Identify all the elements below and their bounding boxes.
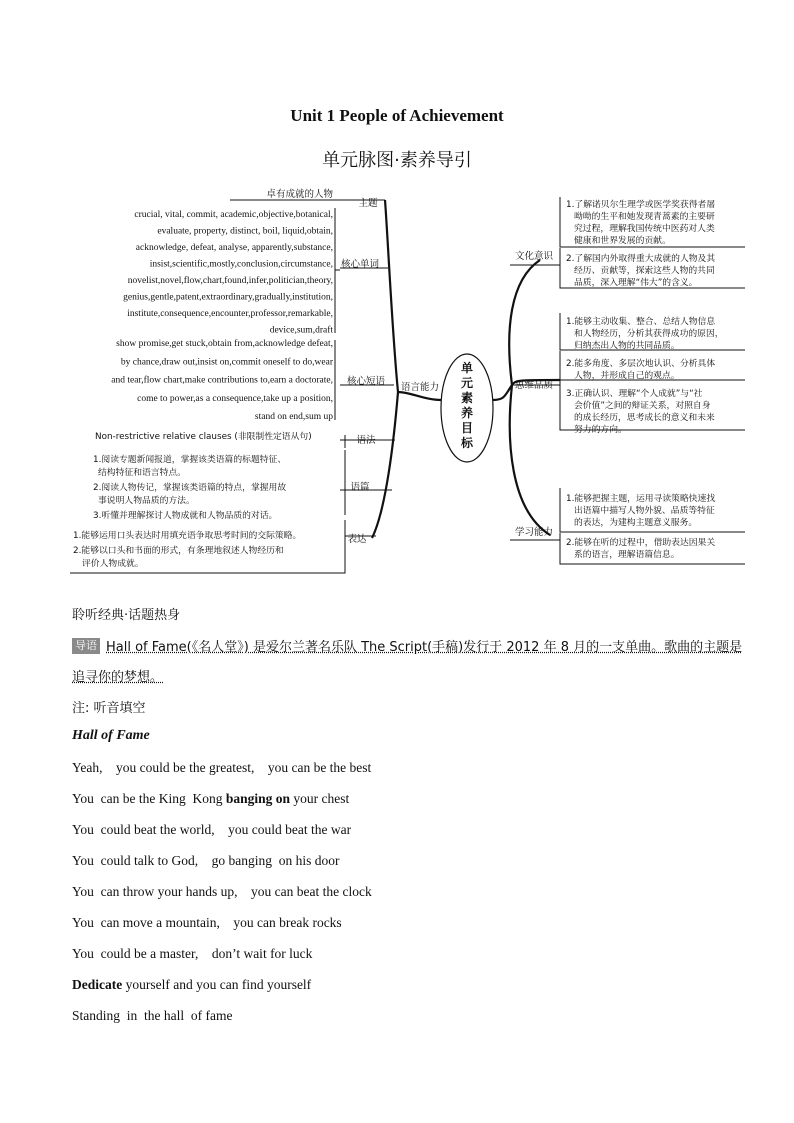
- section-heading: 聆听经典·话题热身: [72, 608, 181, 623]
- right-item-line: 的成长经历，思考成长的意义和未来: [574, 413, 715, 423]
- right-item-line: 2.能多角度、多层次地认识、分析具体: [566, 359, 716, 369]
- sub-label-phrases: 核心短语: [346, 376, 386, 387]
- center-char: 养: [460, 406, 474, 420]
- phrase-line: show promise,get stuck,obtain from,acknowledge defeat,: [116, 339, 333, 349]
- vocab-line: device,sum,draft: [269, 325, 333, 336]
- vocab-line: novelist,novel,flow,chart,found,infer,politician,theory,: [127, 276, 333, 286]
- right-item-line: 健康和世界发展的贡献。: [574, 236, 671, 246]
- right-item-line: 呦呦的生平和她发现青蒿素的主要研: [574, 212, 715, 222]
- branch-label-culture: 文化意识: [514, 251, 554, 262]
- right-item-line: 2.了解国内外取得重大成就的人物及其: [566, 254, 716, 264]
- right-item-line: 1.能够把握主题，运用寻读策略快速找: [566, 494, 716, 504]
- right-item-line: 3.正确认识、理解“个人成就”与“社: [566, 389, 703, 399]
- right-item-line: 究过程，理解我国传统中医药对人类: [574, 224, 715, 234]
- note-text: 注: 听音填空: [72, 701, 146, 716]
- center-char: 标: [460, 436, 474, 450]
- sub-label-discourse: 语篇: [350, 482, 370, 493]
- phrase-line: stand on end,sum up: [254, 412, 333, 423]
- lyric-line: You can be the King Kong banging on your chest: [72, 791, 350, 806]
- phrase-line: by chance,draw out,insist on,commit oneself to do,wear: [120, 357, 333, 368]
- branch-label-learning: 学习能力: [514, 527, 554, 538]
- lyric-line: You can move a mountain, you can break rocks: [72, 915, 342, 930]
- center-char: 目: [460, 421, 474, 435]
- page-title: Unit 1 People of Achievement: [290, 106, 504, 125]
- right-item-line: 出语篇中描写人物外貌、品质等特征: [574, 506, 715, 516]
- sub-label-vocab: 核心单词: [340, 259, 380, 270]
- discourse-line: 结构特征和语言特点。: [98, 468, 186, 478]
- vocab-line: acknowledge, defeat, analyse, apparently,substance,: [135, 243, 333, 253]
- phrase-line: and tear,flow chart,make contributions to,earn a doctorate,: [111, 375, 333, 386]
- theme-item: 卓有成就的人物: [266, 189, 333, 200]
- expression-line: 评价人物成就。: [82, 559, 144, 569]
- grammar-item: Non-restrictive relative clauses (非限制性定语从句): [95, 432, 312, 442]
- center-char: 单: [460, 361, 474, 375]
- right-item-line: 经历、贡献等，探索这些人物的共同: [574, 266, 715, 276]
- lyric-keyword: Dedicate: [72, 977, 123, 992]
- discourse-line: 3.听懂并理解探讨人物成就和人物品质的对话。: [93, 511, 278, 521]
- lyric-keyword: banging on: [225, 791, 291, 806]
- lyric-line: Dedicate yourself and you can find yourself: [72, 977, 312, 992]
- sub-label-theme: 主题: [358, 198, 378, 209]
- intro-text: Hall of Fame(《名人堂》) 是爱尔兰著名乐队 The Script(手稿)发行于 2012 年 8 月的一支单曲。歌曲的主题是追寻你的梦想。: [72, 640, 743, 685]
- right-item-line: 品质，深入理解“伟大”的含义。: [574, 278, 698, 288]
- intro-tag: 导语: [72, 638, 100, 654]
- lyric-line: You could be a master, don’t wait for luck: [72, 946, 313, 961]
- discourse-line: 1.阅读专题新闻报道，掌握该类语篇的标题特征、: [93, 455, 287, 465]
- expression-line: 2.能够以口头和书面的形式，有条理地叙述人物经历和: [73, 546, 284, 556]
- lyric-line: You could beat the world, you could beat the war: [72, 822, 352, 837]
- vocab-line: institute,consequence,encounter,professor,remarkable,: [127, 309, 333, 319]
- vocab-line: evaluate, property, distinct, boil, liquid,obtain,: [157, 226, 333, 237]
- lyrics-list: [72, 759, 372, 1038]
- right-item-line: 1.了解诺贝尔生理学或医学奖获得者屠: [566, 200, 716, 210]
- center-char: 素: [460, 391, 474, 405]
- mind-map: [0, 180, 794, 585]
- right-item-line: 2.能够在听的过程中，借助表达因果关: [566, 538, 716, 548]
- center-char: 元: [460, 376, 474, 390]
- lyric-line: Yeah, you could be the greatest, you can be the best: [72, 760, 372, 775]
- discourse-line: 2.阅读人物传记，掌握该类语篇的特点，掌握用故: [93, 483, 287, 493]
- phrase-line: come to power,as a consequence,take up a position,: [137, 393, 333, 404]
- lyric-line: You could talk to God, go banging on his door: [72, 853, 340, 868]
- lyric-line: You can throw your hands up, you can beat the clock: [72, 884, 372, 899]
- right-item-line: 的表达，为建构主题意义服务。: [574, 518, 698, 528]
- vocab-line: insist,scientific,mostly,conclusion,circumstance,: [149, 259, 333, 270]
- right-item-line: 系的语言，理解语篇信息。: [574, 550, 680, 560]
- page-subtitle: 单元脉图·素养导引: [322, 150, 472, 171]
- right-item-line: 和人物经历，分析其获得成功的原因，: [574, 329, 724, 339]
- intro-paragraph: [72, 633, 752, 693]
- vocab-line: crucial, vital, commit, academic,objective,botanical,: [134, 210, 333, 220]
- right-item-line: 人物，并形成自己的观点。: [574, 371, 680, 381]
- branch-label-language: 语言能力: [400, 382, 440, 393]
- song-title: Hall of Fame: [72, 728, 150, 743]
- sub-label-expression: 表达: [347, 534, 367, 545]
- right-item-line: 1.能够主动收集、整合、总结人物信息: [566, 317, 716, 327]
- lyric-line: Standing in the hall of fame: [72, 1008, 233, 1023]
- right-item-line: 努力的方向。: [574, 425, 627, 435]
- sub-label-grammar: 语法: [356, 435, 376, 446]
- branch-label-thinking: 思维品质: [514, 380, 554, 391]
- vocab-line: genius,gentle,patent,extraordinary,gradually,institution,: [123, 292, 333, 303]
- right-item-line: 归纳杰出人物的共同品质。: [574, 341, 680, 351]
- discourse-line: 事说明人物品质的方法。: [98, 496, 195, 506]
- right-item-line: 会价值”之间的辩证关系，对照自身: [574, 401, 711, 411]
- expression-line: 1.能够运用口头表达时用填充语争取思考时间的交际策略。: [73, 531, 302, 541]
